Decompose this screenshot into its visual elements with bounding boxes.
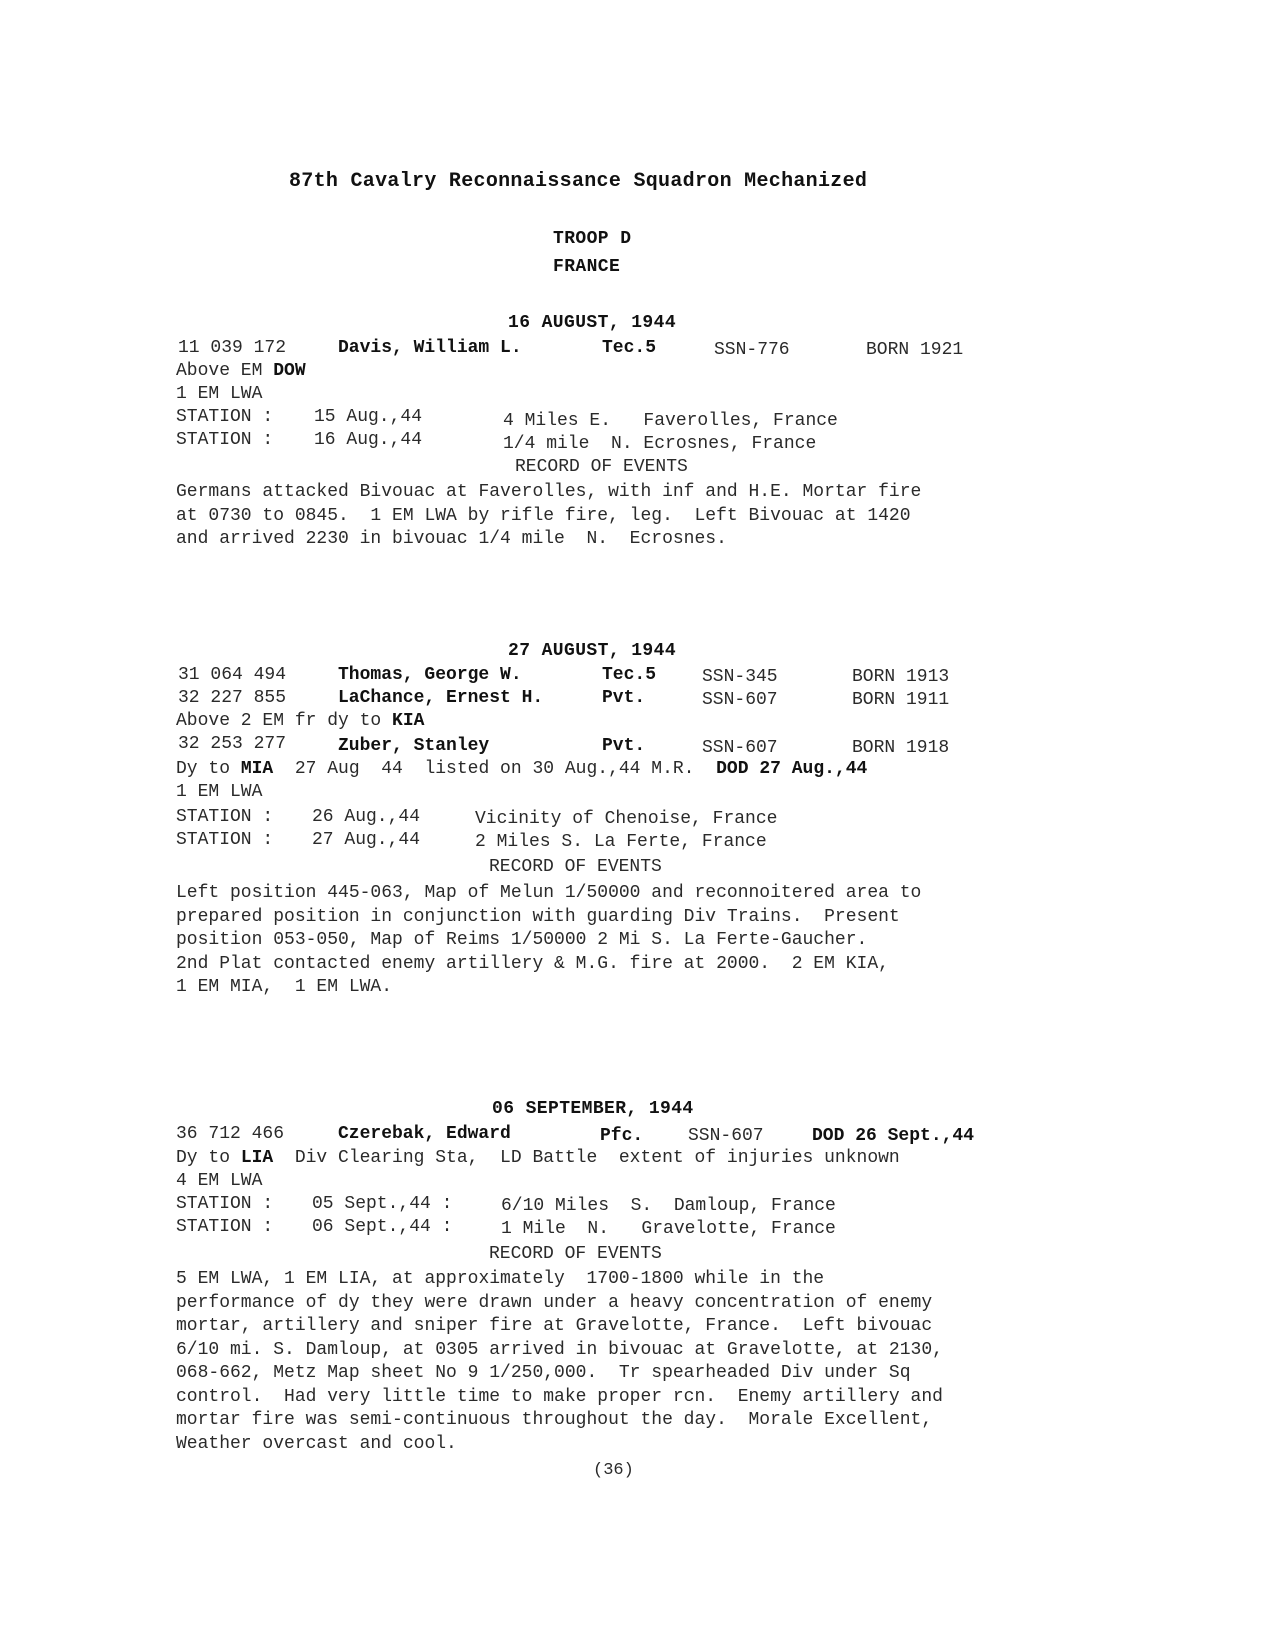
soldier-name: Zuber, Stanley [338, 736, 490, 756]
record-of-events-heading: RECORD OF EVENTS [489, 1244, 662, 1264]
status-line: 4 EM LWA [176, 1171, 263, 1191]
station-location: 6/10 Miles S. Damloup, France [501, 1196, 836, 1216]
status-line: 1 EM LWA [176, 384, 263, 404]
soldier-rank: Tec.5 [602, 665, 657, 685]
soldier-rank: Tec.5 [602, 338, 657, 358]
soldier-ssn: SSN-607 [702, 690, 778, 710]
status-dod: DOD [716, 759, 749, 779]
mia-line: Dy to MIA 27 Aug 44 listed on 30 Aug.,44 M.R. DOD 27 Aug.,44 [176, 759, 868, 779]
record-of-events-heading: RECORD OF EVENTS [489, 857, 662, 877]
soldier-born: BORN 1918 [852, 738, 950, 758]
station-label: STATION : [176, 407, 274, 427]
serial-number: 11 039 172 [178, 338, 287, 358]
station-date: 15 Aug.,44 [314, 407, 423, 427]
troop-heading: TROOP D [553, 229, 632, 249]
lia-line: Dy to LIA Div Clearing Sta, LD Battle extent of injuries unknown [176, 1148, 900, 1168]
soldier-rank: Pfc. [600, 1126, 644, 1146]
serial-number: 31 064 494 [178, 665, 287, 685]
record-of-events-text: Germans attacked Bivouac at Faverolles, with inf and H.E. Mortar fire at 0730 to 0845. 1 EM LWA by rifle fire, leg. Left Bivouac at 1420 and arrived 2230 in bivouac 1/4 mile N. Ecrosnes. [176, 482, 922, 549]
soldier-name: LaChance, Ernest H. [338, 688, 544, 708]
status-mia: MIA [240, 759, 274, 779]
station-date: 06 Sept.,44 : [312, 1217, 453, 1237]
station-location: 1/4 mile N. Ecrosnes, France [503, 434, 817, 454]
record-of-events-text: Left position 445-063, Map of Melun 1/50000 and reconnoitered area to prepared position in conjunction with guarding Div Trains. Present position 053-050, Map of Reims 1/50000 2 Mi S. La Ferte-Gaucher. 2nd Plat contacted enemy artillery & M.G. fire at 2000. 2 EM KIA, 1 EM MIA, 1 EM LWA. [176, 883, 922, 997]
serial-number: 32 253 277 [178, 734, 287, 754]
document-title: 87th Cavalry Reconnaissance Squadron Mechanized [289, 170, 868, 193]
soldier-name: Czerebak, Edward [338, 1124, 511, 1144]
station-label: STATION : [176, 807, 274, 827]
soldier-dod: DOD 26 Sept.,44 [812, 1126, 975, 1146]
section-date: 16 AUGUST, 1944 [508, 313, 677, 333]
status-line: Above 2 EM fr dy to KIA [176, 711, 425, 731]
station-label: STATION : [176, 830, 274, 850]
record-of-events-text: 5 EM LWA, 1 EM LIA, at approximately 1700-1800 while in the performance of dy they were drawn under a heavy concentration of enemy mortar, artillery and sniper fire at Gravelotte, France. Left bivouac 6/10 mi. S. Damloup, at 0305 arrived in bivouac at Gravelotte, at 2130, 068-662, Metz Map sheet No 9 1/250,000. Tr spearheaded Div under Sq control. Had very little time to make proper rcn. Enemy artillery and mortar fire was semi-continuous throughout the day. Morale Excellent, Weather overcast and cool. [176, 1269, 943, 1454]
station-location: 2 Miles S. La Ferte, France [475, 832, 767, 852]
station-date: 26 Aug.,44 [312, 807, 421, 827]
station-date: 27 Aug.,44 [312, 830, 421, 850]
soldier-ssn: SSN-607 [688, 1126, 764, 1146]
serial-number: 32 227 855 [178, 688, 287, 708]
soldier-born: BORN 1921 [866, 340, 964, 360]
soldier-born: BORN 1913 [852, 667, 950, 687]
status-dow: DOW [273, 361, 306, 381]
status-lia: LIA [240, 1148, 274, 1168]
soldier-ssn: SSN-345 [702, 667, 778, 687]
soldier-ssn: SSN-607 [702, 738, 778, 758]
status-line: 1 EM LWA [176, 782, 263, 802]
country-heading: FRANCE [553, 257, 621, 277]
station-label: STATION : [176, 430, 274, 450]
record-of-events-heading: RECORD OF EVENTS [515, 457, 688, 477]
soldier-name: Thomas, George W. [338, 665, 522, 685]
station-date: 16 Aug.,44 [314, 430, 423, 450]
station-date: 05 Sept.,44 : [312, 1194, 453, 1214]
soldier-rank: Pvt. [602, 736, 646, 756]
station-location: 4 Miles E. Faverolles, France [503, 411, 838, 431]
station-label: STATION : [176, 1217, 274, 1237]
serial-number: 36 712 466 [176, 1124, 285, 1144]
section-date: 06 SEPTEMBER, 1944 [492, 1099, 694, 1119]
soldier-ssn: SSN-776 [714, 340, 790, 360]
station-location: 1 Mile N. Gravelotte, France [501, 1219, 836, 1239]
section-date: 27 AUGUST, 1944 [508, 641, 677, 661]
dod-date: 27 Aug.,44 [759, 759, 868, 779]
station-label: STATION : [176, 1194, 274, 1214]
status-kia: KIA [392, 711, 425, 731]
station-location: Vicinity of Chenoise, France [475, 809, 778, 829]
page-number: (36) [593, 1461, 634, 1480]
soldier-rank: Pvt. [602, 688, 646, 708]
soldier-name: Davis, William L. [338, 338, 522, 358]
soldier-born: BORN 1911 [852, 690, 950, 710]
status-line: Above EM DOW [176, 361, 306, 381]
